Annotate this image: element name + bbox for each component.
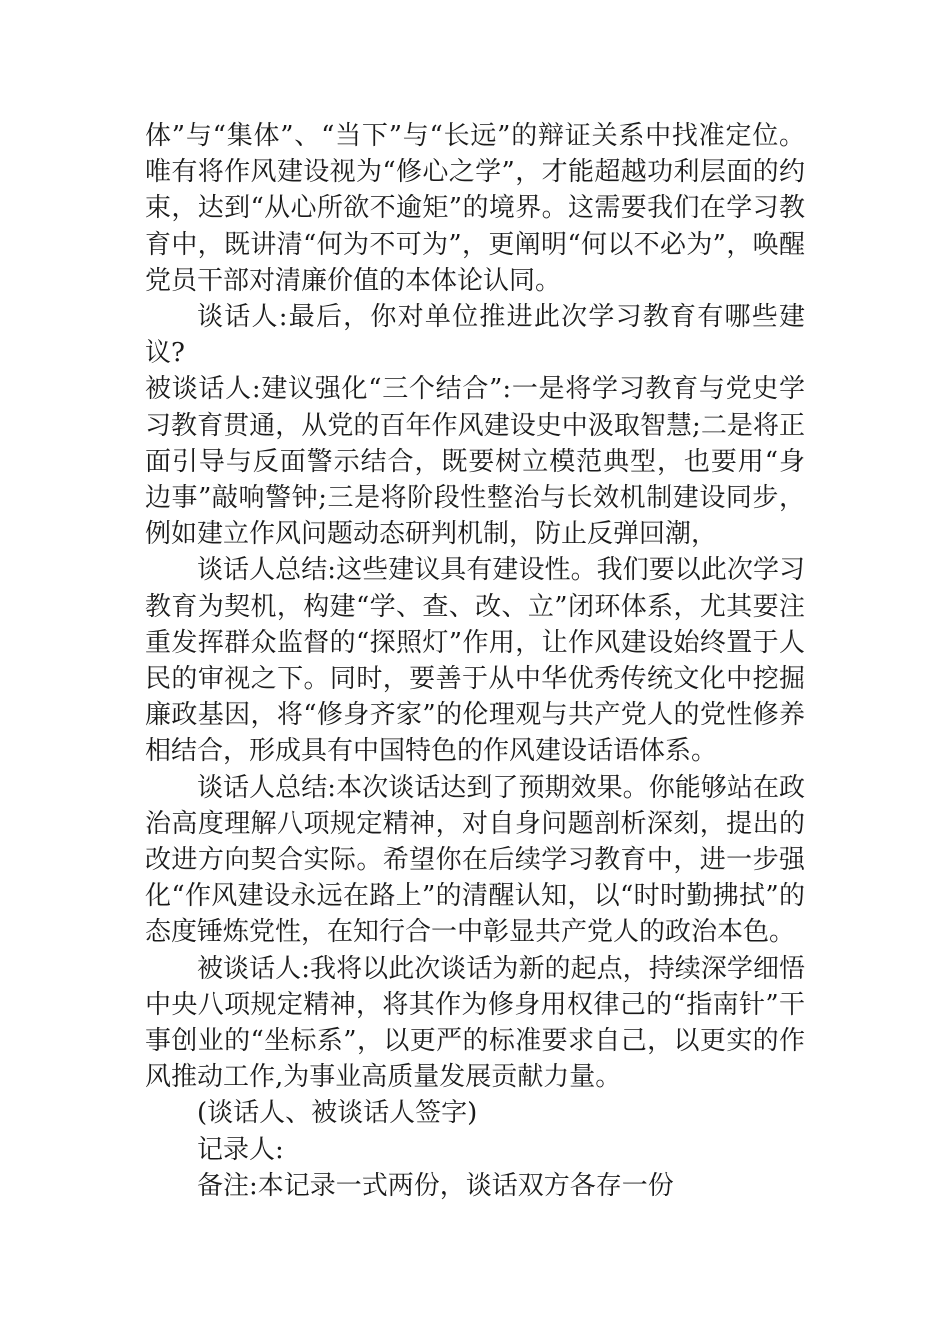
paragraph-ideology: 体”与“集体”、“当下”与“长远”的辩证关系中找准定位。唯有将作风建设视为“修心之学”，才能超越功利层面的约束，达到“从心所欲不逾矩”的境界。这需要我们在学习教育中，既讲清“何为不可为”，更阐明“何以不必为”，唤醒党员干部对清廉价值的本体论认同。 <box>145 121 805 296</box>
paragraph-summary-suggestions: 谈话人总结:这些建议具有建设性。我们要以此次学习教育为契机，构建“学、查、改、立”闭环体系，尤其要注重发挥群众监督的“探照灯”作用，让作风建设始终置于人民的审视之下。同时，要善于从中华优秀传统文化中挖掘廉政基因，将“修身齐家”的伦理观与共产党人的党性修养相结合，形成具有中国特色的作风建设话语体系。 <box>145 555 805 767</box>
paragraph-question-suggestions: 谈话人:最后，你对单位推进此次学习教育有哪些建议? <box>145 302 805 369</box>
paragraph-answer-suggestions: 被谈话人:建议强化“三个结合”:一是将学习教育与党史学习教育贯通，从党的百年作风建设史中汲取智慧;二是将正面引导与反面警示结合，既要树立模范典型，也要用“身边事”敲响警钟;三是将阶段性整治与长效机制建设同步，例如建立作风问题动态研判机制，防止反弹回潮， <box>145 374 805 550</box>
signature-line: (谈话人、被谈话人签字) <box>197 1098 478 1129</box>
recorder-line: 记录人: <box>197 1134 284 1165</box>
note-line: 备注:本记录一式两份，谈话双方各存一份 <box>197 1170 674 1201</box>
paragraph-commitment: 被谈话人:我将以此次谈话为新的起点，持续深学细悟中央八项规定精神，将其作为修身用权律己的“指南针”干事创业的“坐标系”，以更严的标准要求自己，以更实的作风推动工作,为事业高质量发展贡献力量。 <box>145 953 805 1093</box>
paragraph-summary-conclusion: 谈话人总结:本次谈话达到了预期效果。你能够站在政治高度理解八项规定精神，对自身问题剖析深刻，提出的改进方向契合实际。希望你在后续学习教育中，进一步强化“作风建设永远在路上”的清醒认知，以“时时勤拂拭”的态度锤炼党性，在知行合一中彰显共产党人的政治本色。 <box>145 772 805 948</box>
document-body <box>145 118 805 1204</box>
